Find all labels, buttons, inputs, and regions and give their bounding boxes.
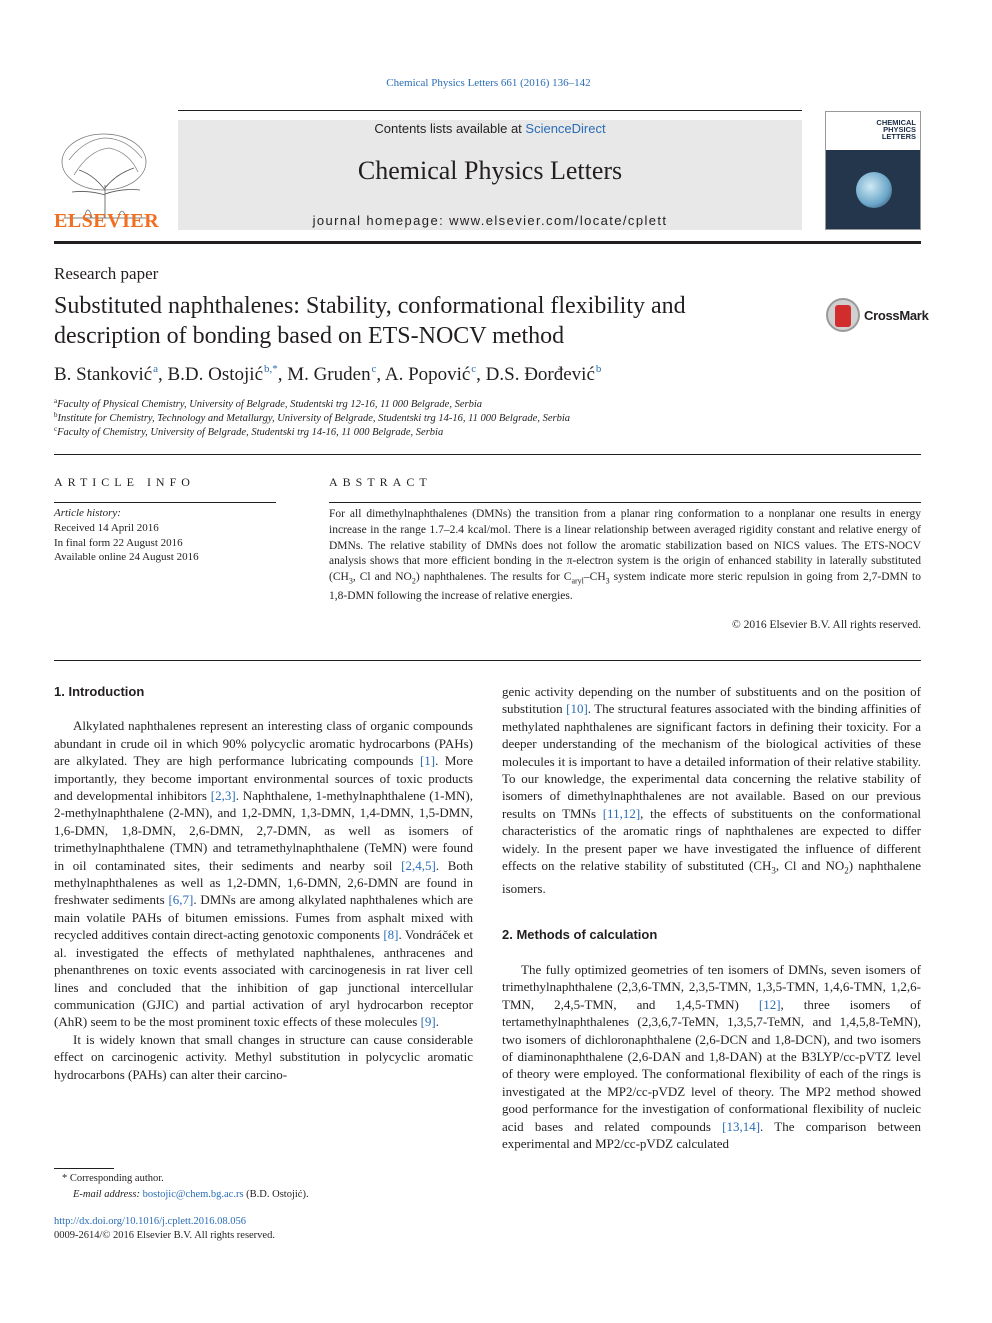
author-affiliation-mark[interactable]: a — [153, 363, 158, 375]
article-type: Research paper — [54, 264, 159, 283]
citation-link[interactable]: [6,7] — [168, 892, 194, 908]
citation-link[interactable]: [1] — [419, 753, 436, 769]
affiliation-text: Institute for Chemistry, Technology and Metallurgy, University of Belgrade, Studentski trg 14-16, 11 000 Belgrade, Serbia — [57, 413, 570, 424]
history-received: Received 14 April 2016 — [54, 521, 159, 534]
abstract-heading: ABSTRACT — [329, 475, 432, 489]
article-title: Substituted naphthalenes: Stability, conformational flexibility and description of bonding based on ETS-NOCV method — [54, 293, 686, 349]
elsevier-wordmark: ELSEVIER — [54, 210, 160, 232]
citation-link[interactable]: [11,12] — [602, 805, 641, 821]
author-name[interactable]: A. Popović — [384, 364, 471, 385]
body-column-left — [54, 683, 473, 1083]
footnote-line-1: * Corresponding author. — [62, 1173, 164, 1184]
crossmark-icon — [826, 298, 860, 332]
history-label: Article history: — [54, 507, 121, 519]
affiliation-mark: a — [54, 397, 58, 405]
author-email-link[interactable]: bostojic@chem.bg.ac.rs — [142, 1188, 244, 1200]
doi-link[interactable]: http://dx.doi.org/10.1016/j.cplett.2016.08.056 — [54, 1216, 247, 1227]
intro-paragraph-continued: genic activity depending on the number of substituents and on the position of substitution [10]. The structural features associated with the binding affinities of methylated naphthalenes are significant factors in defining their toxicity. For a deeper understanding of the mechanism of the biological activities of these molecules it is important to have a detailed information of their relative stability. To our knowledge, the experimental data concerning the relative stability of isomers of dimethylnaphthalenes are not available. Based on our previous results on TMNs [11,12], the effects of substituents on the conformational characteristics of the aromatic rings of naphthalenes are expected to differ widely. In the present paper we have investigated the influence of different effects on the relative stability of substituted ($CH_3$, Cl and $NO_2$) naphthalene isomers. — [502, 684, 922, 897]
affiliation-a — [54, 397, 482, 410]
header-top-rule — [178, 110, 802, 111]
journal-homepage-line — [178, 213, 802, 228]
affiliation-b — [54, 411, 570, 424]
intro-paragraph-1: Alkylated naphthalenes represent an interesting class of organic compounds abundant in crude oil in which 90% polycyclic aromatic hydrocarbons (PAHs) are alkylated. They are high performance lubricating compounds [1]. More importantly, they become important environmental sources of toxic products and developmental inhibitors [2,3]. Naphthalene, 1-methylnaphthalene (1-MN), 2-methylnaphthalene (2-MN), and 1,2-DMN, 1,3-DMN, 1,4-DMN, 1,5-DMN, 1,6-DMN, 1,8-DMN, 2,6-DMN, 2,7-DMN, as well as isomers of trimethylnaphthalene (TMN) and tetramethylnaphthalene (TeMN) were found in oil contaminated sites, their sediments and nearby soil [2,4,5]. Both methylnaphthalenes as well as 1,2-DMN, 1,6-DMN, 2,6-DMN are found in freshwater sediments [6,7]. DMNs are among alkylated naphthalenes which are main volatile PAHs of bitumen emissions. Fumes from asphalt mixed with recycled additives contain direct-acting genotoxic components [8]. Vondráček et al. investigated the effects of methylated naphthalenes, anthracenes and phenanthrenes on toxic events associated with carcinogenesis in rat liver cell lines and concluded that the inhibition of gap junctional intercellular communication (GJIC) and partial activation of aryl hydrocarbon receptor (AhR) seem to be the most prominent toxic effects of these molecules [9]. — [54, 718, 474, 1030]
cover-title-line: PHYSICS — [883, 125, 916, 134]
methods-paragraph-1: The fully optimized geometries of ten isomers of DMNs, seven isomers of trimethylnaphthalene (2,3,6-TMN, 2,3,5-TMN, 1,3,5-TMN, 1,4,6-TMN, 1,2,6-TMN, 2,4,5-TMN, and 1,4,5-TMN) [12], three isomers of tertamethylnaphthalenes (2,3,6,7-TeMN, 1,3,5,7-TeMN, and 1,4,5,8-TeMN), two isomers of dichloronaphthalene (2,6-DCN and 1,8-DCN), and two isomers of diaminonaphthalene (2,6-DAN and 1,8-DAN) at the B3LYP/cc-pVTZ level of theory were employed. The conformational flexibility of each of the rings is investigated at the MP2/cc-pVDZ level of theory. The MP2 method showed good performance for the investigation of conformational flexibility of nucleic acid bases and related compounds [13,14]. The comparison between experimental and MP2/cc-pVDZ calculated — [502, 961, 921, 1151]
citation-link[interactable]: [2,4,5] — [401, 857, 436, 873]
footnote-rule — [54, 1168, 114, 1169]
affiliation-text: Faculty of Chemistry, University of Belgrade, Studentski trg 14-16, 11 000 Belgrade, Serbia — [57, 427, 444, 438]
journal-title: Chemical Physics Letters — [357, 156, 623, 185]
sciencedirect-link[interactable]: ScienceDirect — [525, 121, 606, 136]
history-final-form: In final form 22 August 2016 — [54, 536, 183, 549]
abstract-copyright: © 2016 Elsevier B.V. All rights reserved. — [732, 619, 921, 631]
section-heading-introduction: 1. Introduction — [54, 684, 145, 699]
footnote-line-2: E-mail address: bostojic@chem.bg.ac.rs (B.D. Ostojić). — [73, 1188, 309, 1200]
author-name[interactable]: B. Stanković — [54, 364, 153, 385]
citation-link[interactable]: [9] — [420, 1014, 436, 1030]
body-column-right — [502, 683, 921, 1152]
author-affiliation-mark[interactable]: b — [595, 363, 602, 375]
citation-link[interactable]: [8] — [383, 927, 399, 943]
citation-link[interactable]: [10] — [566, 701, 588, 717]
corresponding-author-footnote — [54, 1171, 309, 1202]
affiliation-text: Faculty of Physical Chemistry, University of Belgrade, Studentski trg 12-16, 11 000 Belgrade, Serbia — [57, 399, 482, 410]
affiliation-c — [54, 425, 443, 438]
author-affiliation-mark[interactable]: c — [371, 363, 377, 375]
author-affiliation-mark[interactable]: c — [471, 363, 477, 375]
cover-title — [856, 119, 916, 140]
article-info-rule — [54, 502, 276, 503]
header-bottom-rule — [54, 241, 921, 244]
contents-available-line — [178, 121, 802, 136]
section-heading-methods: 2. Methods of calculation — [502, 927, 658, 943]
homepage-url[interactable]: www.elsevier.com/locate/cplett — [449, 213, 668, 228]
author-list: B. Stanković $^a$, B.D. Ostojić $^{b,*}$, M. Gruden $^c$, A. Popović $^c$, D.S. Đorđević $^b$ — [54, 363, 602, 385]
author-affiliation-mark[interactable]: b,* — [263, 363, 278, 375]
issn-copyright: 0009-2614/© 2016 Elsevier B.V. All rights reserved. — [54, 1230, 275, 1241]
contents-prefix: Contents lists available at — [374, 121, 526, 136]
article-info-heading: ARTICLE INFO — [54, 475, 195, 489]
cover-title-line: LETTERS — [881, 132, 916, 141]
cover-globe-image — [856, 172, 892, 208]
crossmark-label: CrossMark — [864, 308, 929, 323]
crossmark-bookmark-icon — [835, 305, 851, 327]
article-history — [54, 506, 199, 565]
author-name[interactable]: D.S. Đorđević — [485, 364, 595, 385]
author-name[interactable]: B.D. Ostojić — [167, 364, 264, 385]
citation-link[interactable]: [2,3] — [210, 788, 236, 804]
intro-paragraph-2: It is widely known that small changes in structure can cause considerable effect on carcinogenic activity. Methyl substitution in polycyclic aromatic hydrocarbons (PAHs) can alter their carcino- — [54, 1031, 473, 1082]
citation-link[interactable]: [12] — [758, 996, 781, 1012]
affiliation-rule — [54, 454, 921, 455]
journal-reference[interactable]: Chemical Physics Letters 661 (2016) 136–142 — [386, 77, 591, 89]
cover-title-line: CHEMICAL — [876, 118, 916, 127]
citation-link[interactable]: [13,14] — [722, 1118, 761, 1134]
history-online: Available online 24 August 2016 — [54, 551, 199, 564]
abstract-body: For all dimethylnaphthalenes (DMNs) the transition from a planar ring conformation to a nonplanar one results in energy increase in the range 1.7–2.4 kcal/mol. There is a linear relationship between averaged rigidity constant and relative energy of DMNs. The relative stability of DMNs does not follow the aromatic stabilization based on NICS values. The ETS-NOCV analysis shows that more efficient bonding in the π-electron system is the origin of enhanced stability in laterally substituted ($CH_3$, Cl and $NO_2$) naphthalenes. The results for $C_{aryl}-CH_3$ system indicate more steric repulsion in going from 2,7-DMN to 1,8-DMN following the increase of relative energies. — [329, 508, 922, 603]
affiliation-mark: c — [54, 425, 58, 433]
body-rule — [54, 660, 921, 661]
crossmark-badge[interactable] — [826, 298, 966, 334]
affiliation-mark: b — [54, 411, 58, 419]
journal-cover-thumbnail — [825, 111, 921, 230]
author-name[interactable]: M. Gruden — [287, 364, 371, 385]
homepage-prefix: journal homepage: — [312, 213, 450, 228]
abstract-rule — [329, 502, 921, 503]
